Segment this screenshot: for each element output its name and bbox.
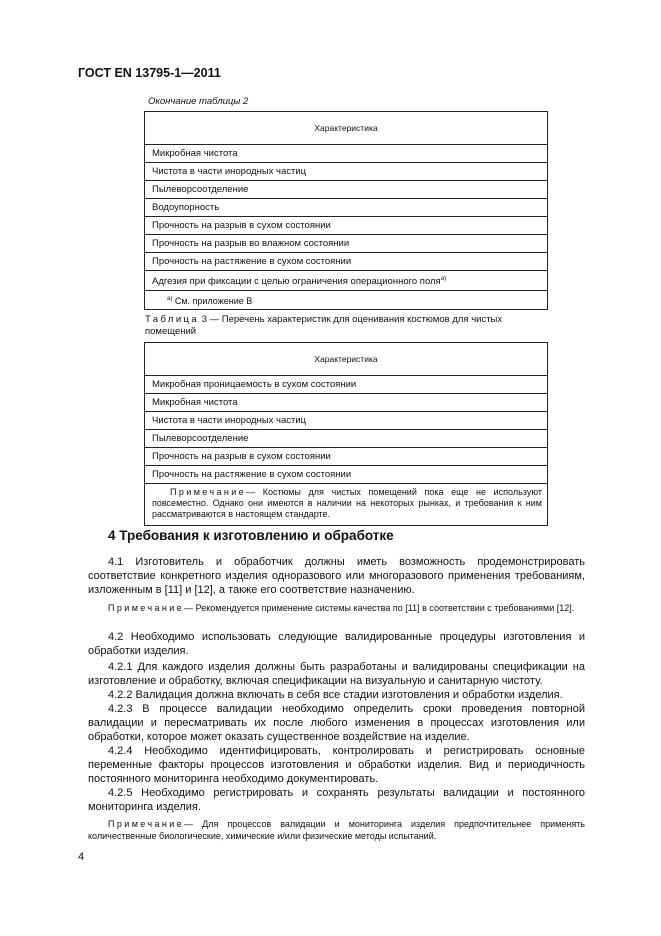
table-row: Водоупорность — [145, 199, 548, 217]
table-row: Адгезия при фиксации с целью ограничения операционного поля$^{а)}$ — [145, 271, 548, 291]
paragraph-4-2: 4.2 Необходимо использовать следующие валидированные процедуры изготовления и обработки изделия. — [88, 631, 585, 657]
standard-number: ГОСТ EN 13795-1—2011 — [78, 66, 221, 80]
paragraph-4-2-5: 4.2.5 Необходимо регистрировать и сохранять результаты валидации и постоянного мониторинга изделия. — [88, 787, 585, 813]
table-row: Чистота в части инородных частиц — [145, 412, 548, 430]
table-row: Микробная чистота — [145, 145, 548, 163]
table-row: Пылеворсоотделение — [145, 430, 548, 448]
table-row: Микробная чистота — [145, 394, 548, 412]
table2-footnote: $^{а)}$ См. приложение В — [145, 291, 548, 310]
note-2: Примечание— Для процессов валидации и мониторинга изделия предпочтительнее применять количественные биологические, химические и/или физические методы испытаний. — [88, 819, 585, 841]
table3-column-header: Характеристика — [145, 343, 548, 376]
table2-column-header: Характеристика — [145, 112, 548, 145]
table-row: Пылеворсоотделение — [145, 181, 548, 199]
note-1: Примечание— Рекомендуется применение системы качества по [11] в соответствии с требованиями [12]. — [108, 603, 575, 613]
table-row: Чистота в части инородных частиц — [145, 163, 548, 181]
table3 — [144, 342, 548, 526]
table-row: Прочность на разрыв в сухом состоянии — [145, 217, 548, 235]
paragraph-4-1: 4.1 Изготовитель и обработчик должны иметь возможность продемонстрировать соответствие конкретного изделия одноразового или многоразового применения требованиям, изложенным в [11] и [12], а также его соответствие назначению. — [88, 556, 585, 596]
table-row: Прочность на разрыв во влажном состоянии — [145, 235, 548, 253]
section-heading: 4 Требования к изготовлению и обработке — [108, 528, 394, 543]
paragraph-4-2-4: 4.2.4 Необходимо идентифицировать, контролировать и регистрировать основные переменные факторы процессов изготовления и обработки изделия. Вид и периодичность постоянного мониторинга необходимо документировать. — [88, 745, 585, 785]
paragraph-4-2-3: 4.2.3 В процессе валидации необходимо определить сроки проведения повторной валидации и пересматривать их после любого изменения в процессах изготовления или обработки, которое может оказать существенное воздействие на изделие. — [88, 703, 585, 743]
table-row: Прочность на растяжение в сухом состоянии — [145, 253, 548, 271]
table3-caption: Таблица 3 — Перечень характеристик для оценивания костюмов для чистых помещений — [145, 314, 503, 337]
paragraph-4-2-1: 4.2.1 Для каждого изделия должны быть разработаны и валидированы спецификации на изготовление и обработку, включая спецификации на визуальную и санитарную чистоту. — [88, 661, 585, 687]
table2-caption: Окончание таблицы 2 — [148, 96, 249, 107]
page-number: 4 — [78, 851, 85, 863]
table-row: Микробная проницаемость в сухом состоянии — [145, 376, 548, 394]
table-row: Прочность на разрыв в сухом состоянии — [145, 448, 548, 466]
table2 — [144, 111, 548, 310]
table-row: Прочность на растяжение в сухом состоянии — [145, 466, 548, 484]
table3-note: Примечание— Костюмы для чистых помещений пока еще не используют повсеместно. Однако они имеются в наличии на некоторых рынках, и требования к ним рассматриваются в настоящем стандарте. — [145, 484, 548, 526]
paragraph-4-2-2: 4.2.2 Валидация должна включать в себя все стадии изготовления и обработки изделия. — [108, 689, 563, 701]
